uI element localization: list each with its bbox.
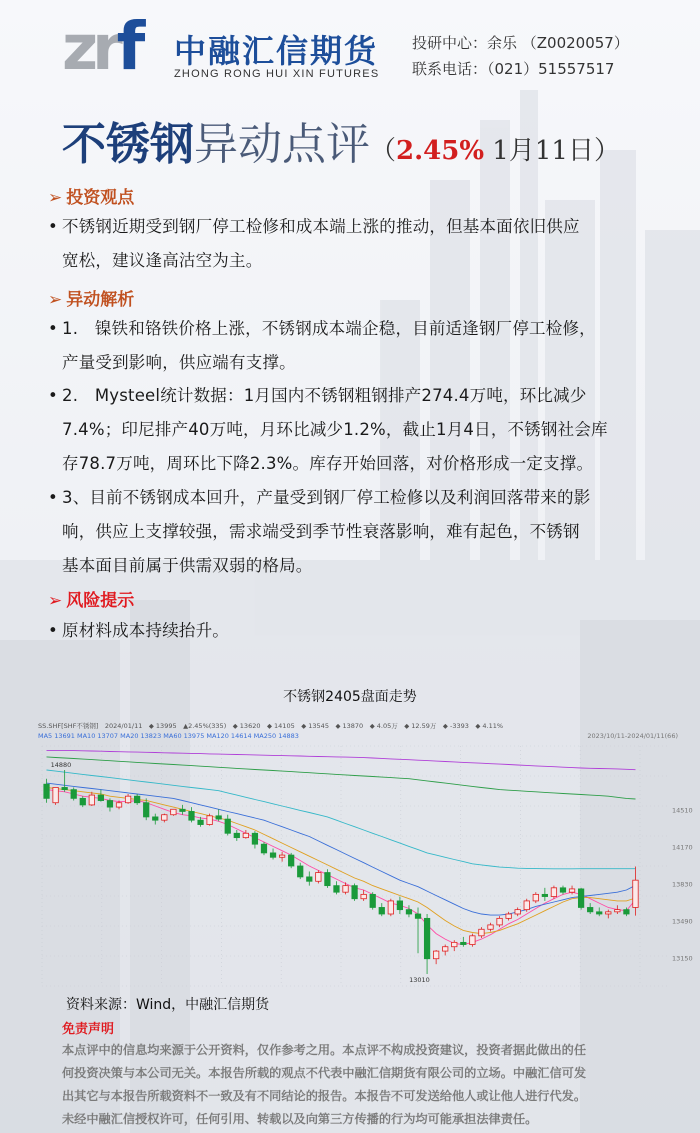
candle-body (216, 816, 221, 819)
candlestick (261, 842, 266, 855)
candlestick (252, 831, 257, 848)
candle-body (44, 784, 49, 798)
list-item (48, 614, 229, 648)
candle-body (542, 894, 547, 896)
candlestick (44, 779, 49, 803)
candlestick (89, 792, 94, 806)
candlestick (279, 852, 284, 862)
candle-body (171, 809, 176, 814)
candle-body (153, 817, 158, 820)
bullet-line: 7.4%；印尼排产40万吨，月环比减少1.2%，截止1月4日，不锈钢社会库 (62, 420, 608, 439)
candle-body (125, 796, 130, 803)
researcher-info: 投研中心：余乐 （Z0020057） (412, 34, 629, 52)
candlestick (207, 814, 212, 826)
bullet-line: 存78.7万吨，周环比下降2.3%。库存开始回落，对价格形成一定支撑。 (62, 454, 594, 473)
candle-body (415, 914, 420, 918)
candle-body (442, 947, 447, 951)
disclaimer-line: 何投资决策与本公司无关。本报告所载的观点不代表中融汇信期货有限公司的立场。中融汇信可发 (62, 1066, 587, 1080)
candle-body (388, 901, 393, 914)
candle-body (325, 873, 330, 886)
candle-body (597, 912, 602, 914)
candlestick (524, 899, 529, 912)
candlestick (53, 787, 58, 804)
candlestick (461, 937, 466, 947)
arrow-icon: ➢ (48, 290, 63, 310)
candle-body (298, 866, 303, 877)
candlestick (452, 940, 457, 951)
candlestick (388, 899, 393, 916)
candle-body (587, 907, 592, 911)
y-tick-label: 13150 (672, 954, 693, 963)
candle-body (334, 886, 339, 893)
candlestick (370, 892, 375, 909)
candle-body (252, 833, 257, 844)
candlestick (633, 867, 638, 916)
candle-body (207, 816, 212, 825)
list-item (48, 312, 596, 380)
list-item (48, 481, 591, 583)
chart-info-line: SS.SHF[SHF不锈钢] 2024/01/11 ◆ 13995 ▲2.45%(335) ◆ 13620 ◆ 14105 ◆ 13545 ◆ 13870 ◆ 4.05万 ◆ 12.59万 ◆ -3393 ◆ 4.11% (38, 722, 504, 730)
contact-info (412, 30, 629, 82)
candle-body (71, 790, 76, 799)
candle-body (569, 889, 574, 892)
candlestick (134, 794, 139, 805)
disclaimer-line: 本点评中的信息均来源于公开资料，仅作参考之用。本点评不构成投资建议，投资者据此做出的任 (62, 1043, 587, 1057)
candle-body (53, 787, 58, 802)
candlestick (334, 881, 339, 894)
candle-body (524, 901, 529, 910)
logo-chinese-name: 中融汇信期货 (174, 32, 379, 70)
candlestick (180, 805, 185, 815)
candlestick (62, 770, 67, 792)
chart-annotation-high: 14880 (50, 761, 72, 769)
title-open-paren: （ (370, 136, 397, 166)
candle-body (606, 912, 611, 914)
section-heading-text: 投资观点 (66, 188, 135, 208)
price-chart (36, 718, 693, 994)
bullet-line: 不锈钢近期受到钢厂停工检修和成本端上涨的推动，但基本面依旧供应 (62, 217, 580, 236)
candlestick (479, 927, 484, 938)
candlestick (216, 809, 221, 821)
bullet-line: 2. Mysteel统计数据：1月国内不锈钢粗钢排产274.4万吨，环比减少 (62, 386, 587, 405)
candle-body (198, 820, 203, 824)
candle-body (433, 951, 438, 959)
phone-info: 联系电话：（021）51557517 (412, 60, 615, 78)
candlestick (288, 853, 293, 868)
title-date: 1月11日） (484, 136, 620, 166)
bullet-icon: • (48, 319, 58, 338)
disclaimer-line: 出其它与本报告所载资料不一致及有不同结论的报告。本报告不可发送给他人或让他人进行代发。 (62, 1089, 587, 1103)
y-tick-label: 13490 (672, 917, 693, 926)
candlestick (578, 888, 583, 910)
bullet-line: 基本面目前属于供需双弱的格局。 (62, 556, 313, 575)
candlestick (125, 794, 130, 804)
logo-english-name: ZHONG RONG HUI XIN FUTURES (174, 68, 380, 80)
candlestick (189, 807, 194, 822)
list-item (48, 210, 580, 278)
candlestick (143, 798, 148, 820)
candlestick (379, 903, 384, 916)
candle-body (270, 853, 275, 857)
candle-body (406, 910, 411, 914)
candlestick (225, 815, 230, 836)
bullet-line: 3、目前不锈钢成本回升，产量受到钢厂停工检修以及利润回落带来的影 (62, 488, 591, 507)
section-heading-text: 异动解析 (66, 290, 135, 310)
candle-body (62, 787, 67, 789)
company-logo (62, 8, 382, 85)
candle-body (234, 833, 239, 837)
candlestick (153, 814, 158, 825)
candle-body (143, 803, 148, 817)
candlestick (542, 888, 547, 901)
candle-body (343, 886, 348, 893)
section-heading-analysis (48, 285, 134, 310)
bullet-icon: • (48, 488, 58, 507)
bullet-icon: • (48, 386, 58, 405)
ma-line-ma10 (47, 788, 636, 934)
candle-body (80, 798, 85, 805)
candle-body (316, 873, 321, 882)
candlestick (171, 809, 176, 816)
candlestick (415, 907, 420, 953)
disclaimer-title: 免责声明 (62, 1022, 115, 1037)
candlestick (270, 849, 275, 860)
candle-body (379, 907, 384, 914)
candle-body (461, 942, 466, 944)
data-source: 资料来源：Wind，中融汇信期货 (66, 997, 270, 1013)
candlestick (587, 903, 592, 914)
candlestick (316, 870, 321, 883)
bullet-line: 1. 镍铁和铬铁价格上涨，不锈钢成本端企稳，目前适逢钢厂停工检修， (62, 319, 596, 338)
candlestick (515, 907, 520, 916)
candlestick (497, 916, 502, 927)
candlestick (560, 886, 565, 895)
candlestick (98, 790, 103, 802)
ma-line-ma60 (47, 770, 636, 869)
chart-ma-line: MA5 13691 MA10 13707 MA20 13823 MA60 13975 MA120 14614 MA250 14883 (38, 732, 299, 740)
candle-body (162, 815, 167, 820)
y-tick-label: 14170 (672, 843, 693, 852)
candlestick (442, 945, 447, 956)
section-heading-risk (48, 586, 134, 611)
candle-body (551, 888, 556, 897)
candle-body (189, 811, 194, 820)
candlestick (162, 814, 167, 823)
candle-body (370, 894, 375, 907)
candlestick (325, 869, 330, 888)
candle-body (352, 886, 357, 899)
chart-annotation-low: 13010 (409, 976, 430, 984)
candlestick (298, 863, 303, 879)
candle-body (361, 894, 366, 898)
candle-body (497, 918, 502, 925)
disclaimer-line: 未经中融汇信授权许可，任何引用、转载以及向第三方传播的行为均可能承担法律责任。 (62, 1112, 538, 1126)
list-item (48, 379, 608, 481)
candle-body (98, 795, 103, 800)
section-heading-text: 风险提示 (66, 591, 135, 611)
candle-body (624, 910, 629, 914)
candle-body (479, 929, 484, 936)
bullet-icon: • (48, 217, 58, 236)
candle-body (533, 894, 538, 901)
report-title (62, 108, 620, 172)
candlestick (234, 830, 239, 841)
candlestick (397, 897, 402, 914)
title-change-percent: 2.45% (396, 136, 485, 166)
candle-body (180, 809, 185, 811)
candlestick (597, 907, 602, 916)
title-subtitle: 异动点评 (194, 119, 370, 170)
arrow-icon: ➢ (48, 188, 63, 208)
arrow-icon: ➢ (48, 591, 63, 611)
candle-body (134, 796, 139, 803)
candlestick (80, 796, 85, 807)
candle-body (288, 855, 293, 866)
candlestick (71, 787, 76, 800)
bullet-line: 宽松，建议逢高沽空为主。 (62, 251, 263, 270)
candle-body (488, 925, 493, 929)
bullet-line: 原材料成本持续抬升。 (62, 621, 229, 640)
candle-body (506, 914, 511, 918)
candle-body (116, 803, 121, 807)
candlestick (307, 871, 312, 885)
title-product: 不锈钢 (62, 119, 194, 170)
candle-body (470, 936, 475, 945)
ma-line-ma5 (47, 790, 636, 945)
bullet-line: 响，供应上支撑较强，需求端受到季节性衰落影响，难有起色，不锈钢 (62, 522, 580, 541)
candlestick (615, 905, 620, 914)
candle-body (279, 855, 284, 857)
logo-mark: zrf (62, 8, 140, 85)
bullet-icon: • (48, 621, 58, 640)
candle-body (633, 880, 638, 907)
candlestick (107, 798, 112, 811)
candle-body (243, 833, 248, 837)
candlestick (551, 886, 556, 899)
y-tick-label: 13830 (672, 880, 693, 889)
candlestick (433, 950, 438, 964)
candlestick (352, 883, 357, 900)
candlestick (470, 934, 475, 947)
candlestick (533, 892, 538, 903)
candle-body (424, 918, 429, 958)
candle-body (107, 801, 112, 808)
section-heading-view (48, 183, 134, 208)
candle-body (452, 942, 457, 946)
candlestick (243, 830, 248, 839)
candlestick (606, 910, 611, 919)
candlestick (424, 914, 429, 974)
chart-title: 不锈钢2405盘面走势 (283, 689, 417, 705)
y-tick-label: 14510 (672, 806, 693, 815)
candle-body (615, 910, 620, 912)
candle-body (397, 901, 402, 910)
ma-line-ma120 (47, 757, 636, 799)
candlestick (488, 923, 493, 932)
candle-body (225, 819, 230, 833)
candle-body (89, 795, 94, 805)
bullet-line: 产量受到影响，供应端有支撑。 (62, 353, 296, 372)
disclaimer-body (62, 1039, 652, 1131)
candle-body (307, 877, 312, 881)
candle-body (515, 910, 520, 914)
chart-date-range: 2023/10/11-2024/01/11(66) (587, 732, 678, 740)
candle-body (560, 888, 565, 892)
candlestick (406, 905, 411, 917)
candlestick (361, 890, 366, 901)
candle-body (261, 844, 266, 853)
candle-body (578, 889, 583, 908)
